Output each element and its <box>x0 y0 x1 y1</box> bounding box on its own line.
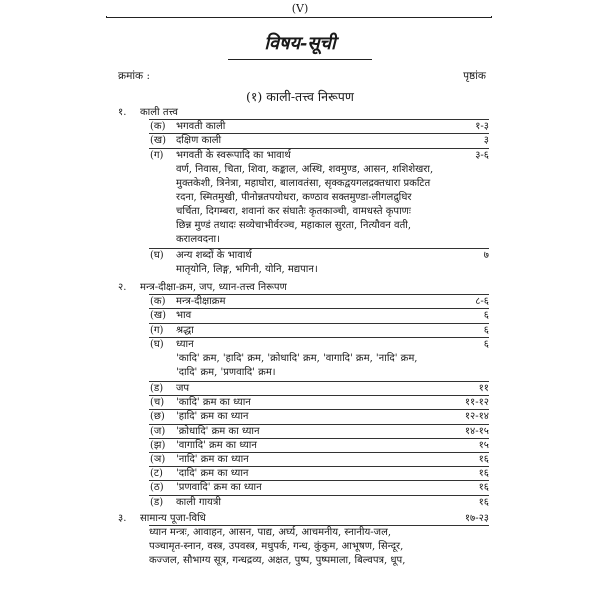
entry-page: १६ <box>478 482 489 494</box>
description-line: करालवदना। <box>176 233 220 245</box>
entry-label: अन्य शब्दों के भावार्थ <box>176 249 252 261</box>
section-page: १७-२३ <box>464 512 489 524</box>
entry-label: 'प्रणवादि' क्रम का ध्यान <box>176 482 262 494</box>
entry-code: (झ) <box>150 439 166 451</box>
entry-code: (च) <box>150 397 165 409</box>
entry-page: ७ <box>483 249 489 261</box>
entry-label: 'क्रोधादि' क्रम का ध्यान <box>176 425 260 437</box>
entry-code: (ड) <box>150 496 164 508</box>
entry-page: १६ <box>478 496 489 508</box>
entry-code: (क) <box>150 121 166 133</box>
page-header: पृष्ठांक <box>463 70 486 82</box>
entry-page: ११-१२ <box>464 397 489 409</box>
entry-page: ११ <box>478 383 489 394</box>
entry-code: (घ) <box>150 249 164 261</box>
row-divider <box>149 323 489 324</box>
entry-page: ३-६ <box>475 149 489 161</box>
entry-label: दक्षिण काली <box>176 135 222 147</box>
entry-label: ध्यान <box>176 338 194 350</box>
entry-label: भगवती काली <box>176 121 226 133</box>
section-number: ३. <box>118 512 127 524</box>
entry-page: ३ <box>483 135 489 147</box>
description-line: चर्चिता, दिगम्बरा, शवानां कर संघातैः कृतकाञ्ची, वामधस्ते कृपाणः <box>176 205 411 217</box>
entry-label: 'कादि' क्रम का ध्यान <box>176 397 251 409</box>
entry-label: मन्त्र-दीक्षाक्रम <box>176 296 226 308</box>
entry-code: (घ) <box>150 338 164 350</box>
page-number: (V) <box>0 2 600 16</box>
entry-code: (छ) <box>150 411 165 423</box>
entry-page: ८-६ <box>475 296 489 308</box>
description-line: 'दादि' क्रम, 'प्रणवादि' क्रम। <box>176 367 276 378</box>
entry-label: 'हादि' क्रम का ध्यान <box>176 411 249 423</box>
description-line: छिन्न मुण्डं तथादः सव्येचाभीर्वरञ्च, महाकाल सुरता, नित्यौवन वती, <box>176 219 412 231</box>
description-line: मुक्तकेशी, त्रिनेत्रा, महाघोरा, बालावतंसा, सृक्कद्वयगलद्रक्तधारा प्रकटित <box>176 177 431 189</box>
description-line: कज्जल, सौभाग्य सूत्र, गन्धद्रव्य, अक्षत, पुष्प, पुष्पमाला, बिल्वपत्र, धूप, <box>149 555 406 566</box>
entry-page: १-३ <box>475 121 489 133</box>
row-divider <box>149 337 489 338</box>
section-title: सामान्य पूजा-विधि <box>140 512 206 524</box>
row-divider <box>149 308 489 309</box>
section-number: १. <box>118 107 127 118</box>
entry-description <box>176 163 496 247</box>
page-title: विषय-सूची <box>264 33 336 54</box>
entry-page: ६ <box>483 338 489 350</box>
entry-code: (ज) <box>150 425 166 437</box>
section-title: मन्त्र-दीक्षा-क्रम, जप, ध्यान-तत्त्व निरूपण <box>140 282 287 293</box>
entry-page: १२-१४ <box>464 411 489 423</box>
section-title: काली तत्त्व <box>140 107 178 118</box>
description-line: मातृयोनि, लिङ्ग, भगिनी, योनि, मद्यपान। <box>176 264 318 275</box>
entry-label: 'दादि' क्रम का ध्यान <box>176 468 249 480</box>
entry-label: भगवती के स्वरूपादि का भावार्थ <box>176 149 291 161</box>
row-divider <box>149 381 489 382</box>
description-line: रदना, स्मितमुखी, पीनोन्नतपयोधरा, कण्ठाव सक्तमुण्डा-लीगलद्रुधिर <box>176 191 412 203</box>
entry-code: (ख) <box>150 310 166 322</box>
entry-page: ६ <box>483 324 489 336</box>
entry-label: श्रद्धा <box>176 324 194 336</box>
entry-label: 'वागादि' क्रम का ध्यान <box>176 439 257 451</box>
entry-code: (क) <box>150 296 166 308</box>
entry-code: (ख) <box>150 135 166 147</box>
entry-code: (ग) <box>150 149 164 161</box>
entry-code: (ग) <box>150 324 164 336</box>
section-number: २. <box>118 282 127 293</box>
serial-header: क्रमांक : <box>118 70 151 82</box>
entry-code: (ञ) <box>150 454 166 465</box>
entry-description <box>176 352 496 380</box>
description-line: ध्यान मन्त्रः, आवाहन, आसन, पाद्य, अर्घ्य, आचमनीय, स्नानीय-जल, <box>149 527 392 538</box>
section-description <box>149 526 469 568</box>
entry-page: ६ <box>483 310 489 322</box>
entry-description <box>176 263 496 277</box>
entry-page: १४-१५ <box>464 425 489 437</box>
entry-label: जप <box>176 383 190 394</box>
entry-code: (ट) <box>150 468 163 480</box>
description-line: पञ्चामृत-स्नान, वस्त्र, उपवस्त्र, मधुपर्क, गन्ध, कुंकुम, आभूषण, सिन्दूर, <box>149 541 404 552</box>
description-line: 'कादि' क्रम, 'हादि' क्रम, 'क्रोधादि' क्रम, 'वागादि' क्रम, 'नादि' क्रम, <box>176 353 418 364</box>
entry-page: १६ <box>478 454 489 465</box>
entry-label: भाव <box>176 310 192 322</box>
entry-code: (ठ) <box>150 482 164 494</box>
description-line: वर्ण, निवास, चिता, शिवा, कङ्काल, अस्थि, शवमुण्ड, आसन, शशिशेखरा, <box>176 163 434 175</box>
entry-label: काली गायत्री <box>176 496 221 508</box>
entry-label: 'नादि' क्रम का ध्यान <box>176 454 249 465</box>
entry-page: १५ <box>478 439 489 451</box>
entry-code: (ड) <box>150 383 164 394</box>
part-heading: (१) काली-तत्त्व निरूपण <box>246 89 354 104</box>
entry-page: १६ <box>478 468 489 480</box>
